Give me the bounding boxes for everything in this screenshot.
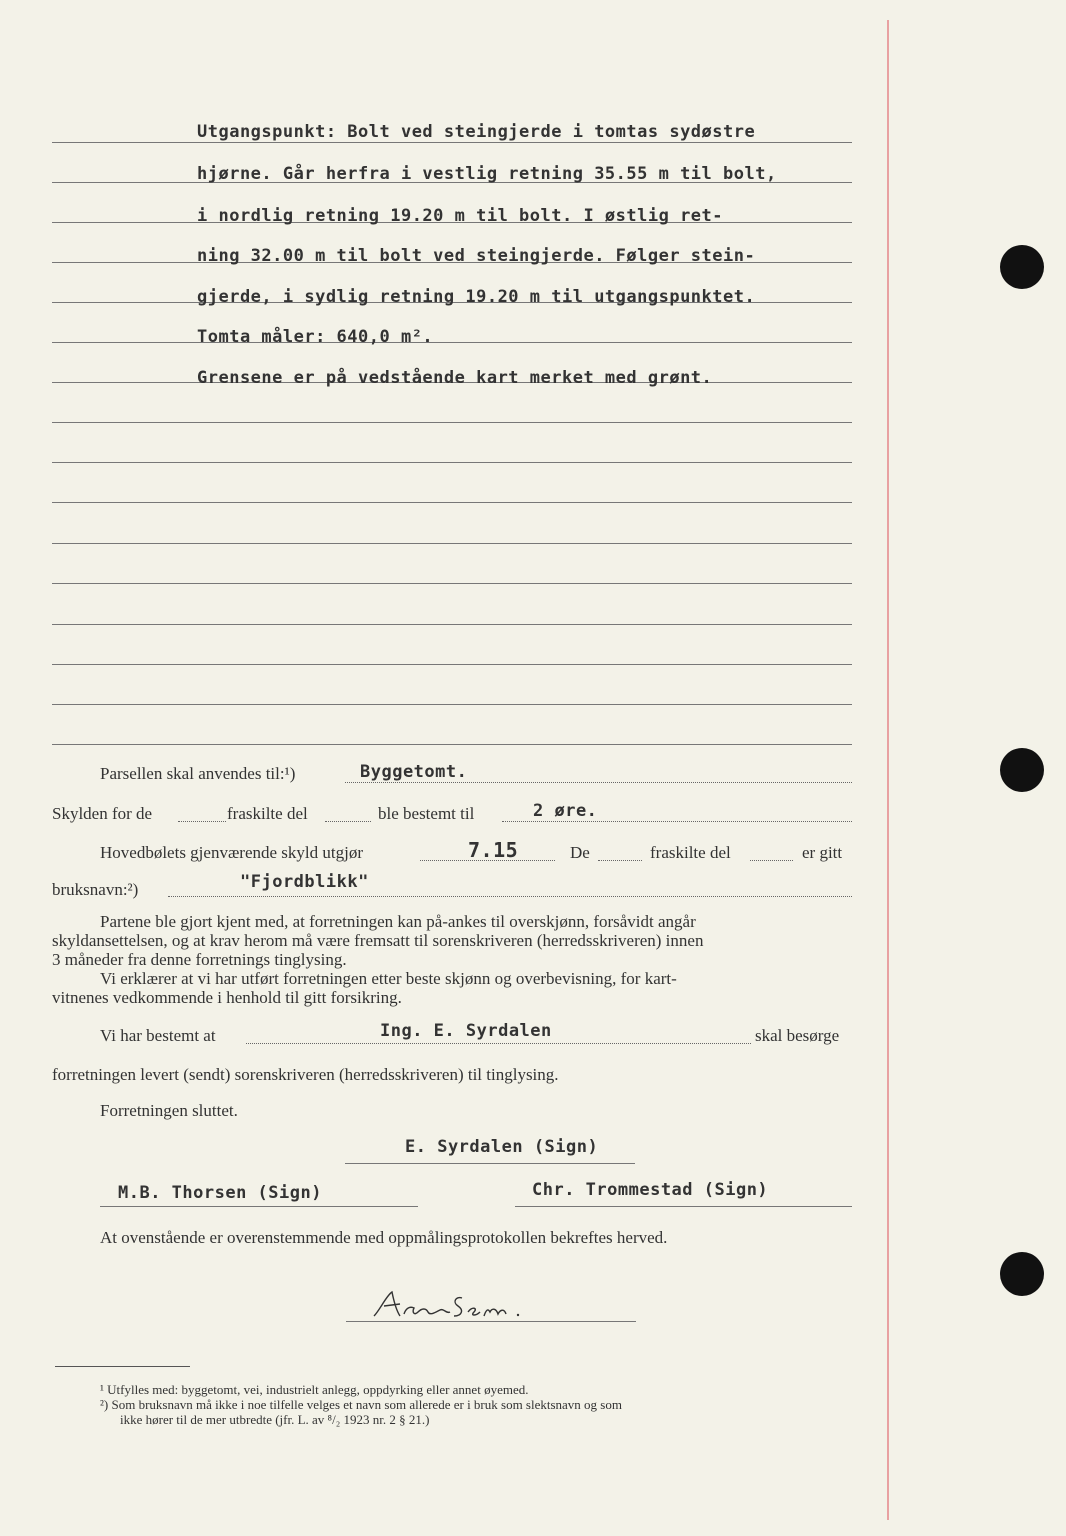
ruled-line <box>52 422 852 423</box>
hoved-label-2: De <box>570 843 590 862</box>
sluttet-line: Forretningen sluttet. <box>100 1101 238 1120</box>
description-line: Tomta måler: 640,0 m². <box>197 327 434 347</box>
hoved-label-3: fraskilte del <box>650 843 731 862</box>
description-line: gjerde, i sydlig retning 19.20 m til utgangspunktet. <box>197 287 756 307</box>
dotted-line <box>750 859 793 861</box>
bestemt-label: Vi har bestemt at <box>100 1026 216 1045</box>
signature-syrdalen: E. Syrdalen (Sign) <box>405 1137 599 1157</box>
signature-line <box>515 1206 852 1207</box>
signature-thorsen: M.B. Thorsen (Sign) <box>118 1183 322 1203</box>
hoved-value: 7.15 <box>468 838 519 862</box>
footnote-2-cont: ikke hører til de mer utbredte (jfr. L. av ⁸/₂ 1923 nr. 2 § 21.) <box>120 1412 430 1427</box>
paragraph-line: 3 måneder fra denne forretnings tinglysing. <box>52 950 347 969</box>
ruled-line <box>52 624 852 625</box>
handwritten-signature <box>370 1288 540 1322</box>
hoved-label-4: er gitt <box>802 843 843 862</box>
levert-line: forretningen levert (sendt) sorenskriveren (herredsskriveren) til tinglysing. <box>52 1065 559 1084</box>
dotted-line <box>178 820 226 822</box>
punch-hole <box>1000 748 1044 792</box>
description-line: Grensene er på vedstående kart merket med grønt. <box>197 368 713 388</box>
bestemt-value: Ing. E. Syrdalen <box>380 1021 552 1041</box>
signature-line <box>345 1163 635 1164</box>
dotted-line <box>325 820 371 822</box>
bruksnavn-value: "Fjordblikk" <box>240 872 369 892</box>
skyld-label-3: ble bestemt til <box>378 804 475 823</box>
footnote-1: ¹ Utfylles med: byggetomt, vei, industrielt anlegg, oppdyrking eller annet øyemed. <box>100 1382 529 1397</box>
skyld-value: 2 øre. <box>533 801 598 821</box>
punch-hole <box>1000 1252 1044 1296</box>
dotted-line <box>246 1042 751 1044</box>
use-value: Byggetomt. <box>360 762 468 782</box>
ruled-line <box>52 502 852 503</box>
ruled-line <box>52 462 852 463</box>
description-line: hjørne. Går herfra i vestlig retning 35.55 m til bolt, <box>197 164 777 184</box>
confirmation-text: At ovenstående er overenstemmende med oppmålingsprotokollen bekreftes herved. <box>100 1228 668 1247</box>
ruled-line <box>52 744 852 745</box>
skyld-label-2: fraskilte del <box>227 804 308 823</box>
ruled-line <box>52 583 852 584</box>
use-label: Parsellen skal anvendes til:¹) <box>100 764 296 783</box>
ruled-line <box>52 543 852 544</box>
paragraph-line: skyldansettelsen, og at krav herom må være fremsatt til sorenskriveren (herredsskriveren) innen <box>52 931 704 950</box>
ruled-line <box>52 704 852 705</box>
skyld-label: Skylden for de <box>52 804 153 823</box>
punch-hole <box>1000 245 1044 289</box>
bestemt-label-2: skal besørge <box>755 1026 840 1045</box>
paragraph-line: vitnenes vedkommende i henhold til gitt forsikring. <box>52 988 402 1007</box>
dotted-line <box>168 895 852 897</box>
ruled-line <box>52 342 852 343</box>
ruled-line <box>52 664 852 665</box>
footnote-rule <box>55 1366 190 1367</box>
margin-line <box>887 20 889 1520</box>
description-line: Utgangspunkt: Bolt ved steingjerde i tomtas sydøstre <box>197 122 756 142</box>
ruled-line <box>52 142 852 143</box>
description-line: ning 32.00 m til bolt ved steingjerde. Følger stein- <box>197 246 756 266</box>
signature-line <box>100 1206 418 1207</box>
footnote-2: ²) Som bruksnavn må ikke i noe tilfelle velges et navn som allerede er i bruk som slektsnavn og som <box>100 1397 622 1412</box>
dotted-line <box>598 859 642 861</box>
bruksnavn-label: bruksnavn:²) <box>52 880 139 899</box>
description-line: i nordlig retning 19.20 m til bolt. I østlig ret- <box>197 206 724 226</box>
paragraph-line: Partene ble gjort kjent med, at forretningen kan på-ankes til overskjønn, forsåvidt angår <box>100 912 696 931</box>
signature-trommestad: Chr. Trommestad (Sign) <box>532 1180 769 1200</box>
hoved-label: Hovedbølets gjenværende skyld utgjør <box>100 843 363 862</box>
paragraph-line: Vi erklærer at vi har utført forretningen etter beste skjønn og overbevisning, for kart- <box>100 969 677 988</box>
